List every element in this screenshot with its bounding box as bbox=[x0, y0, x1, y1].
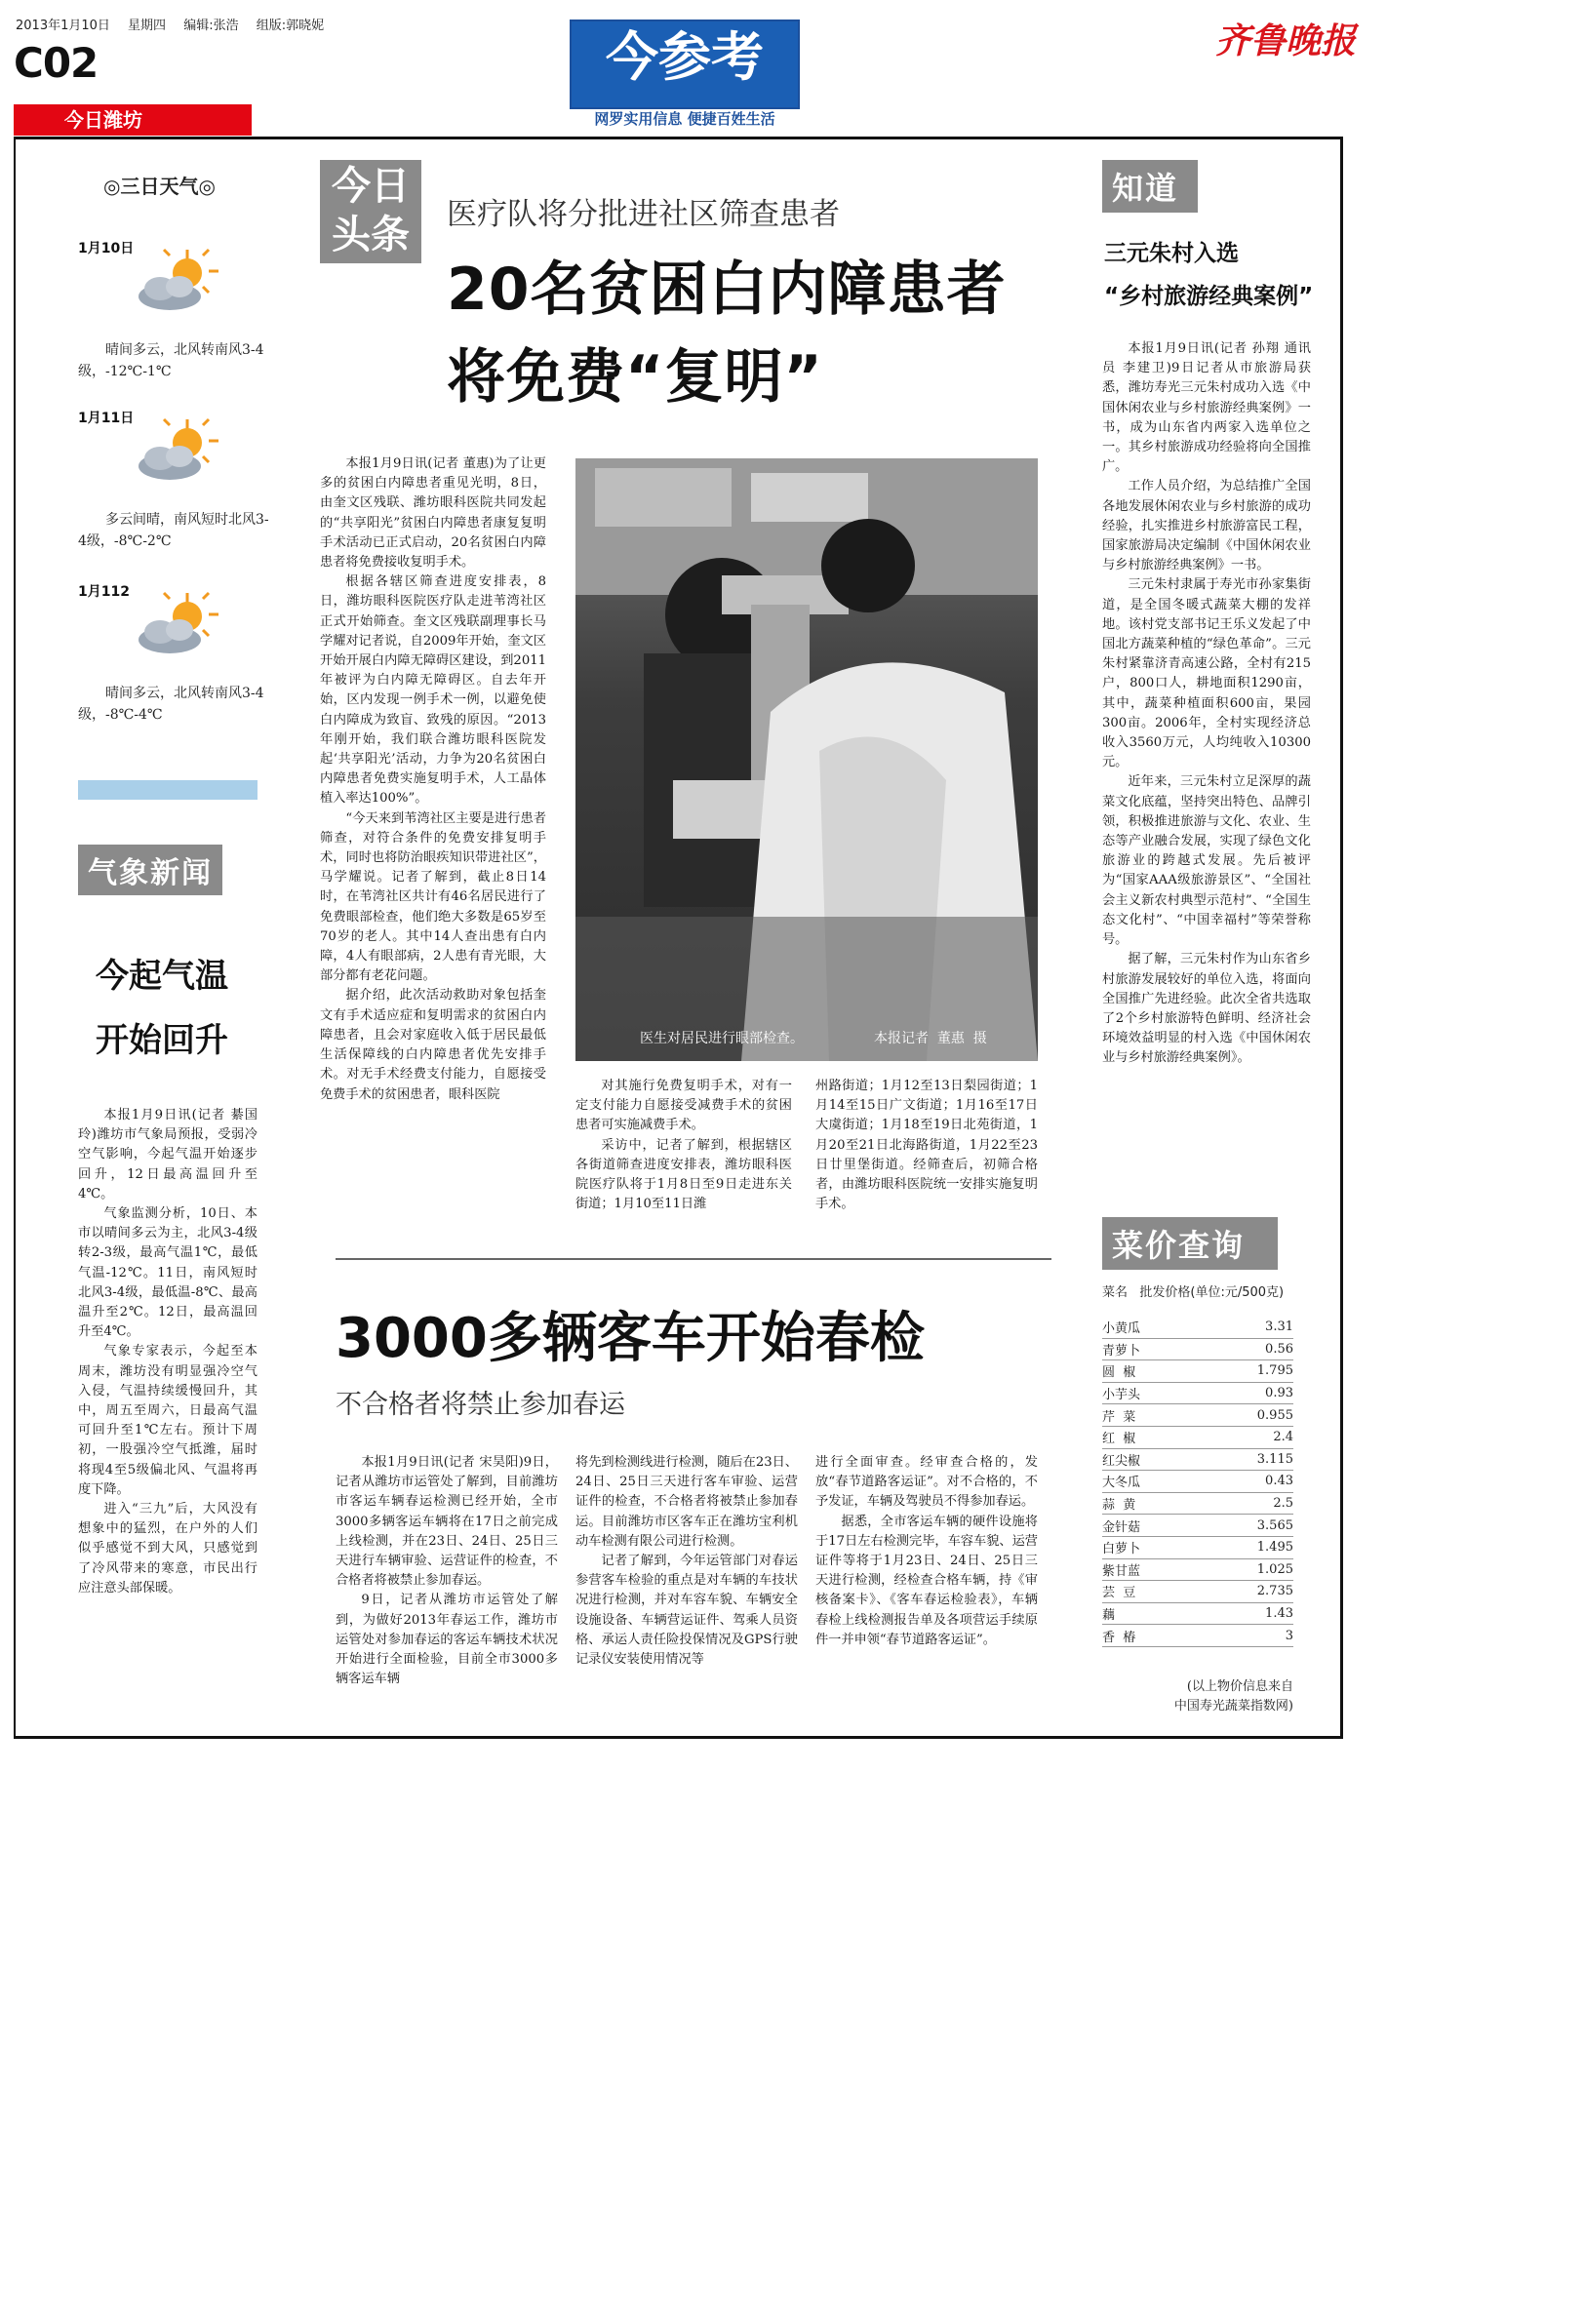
veg-price: 1.495 bbox=[1200, 1536, 1293, 1558]
veg-price-row bbox=[1102, 1581, 1293, 1603]
weather-divider-bar bbox=[78, 780, 258, 800]
veg-name: 大冬瓜 bbox=[1102, 1471, 1200, 1493]
weather-news-label: 气象新闻 bbox=[78, 845, 222, 895]
section-tab bbox=[14, 104, 252, 136]
paper-name-logo: 齐鲁晚报 bbox=[1215, 20, 1357, 61]
veg-price-row bbox=[1102, 1317, 1293, 1338]
veg-price: 0.955 bbox=[1200, 1404, 1293, 1427]
veg-price-row bbox=[1102, 1625, 1293, 1647]
second-paragraph: 将先到检测线进行检测，随后在23日、24日、25日三天进行客车审验、运营证件的检查，不合格者将被禁止参加春运。目前潍坊市区客车正在潍坊宝利机动车检测有限公司进行检测。 bbox=[575, 1455, 798, 1549]
second-paragraph: 据悉，全市客运车辆的硬件设施将于17日左右检测完毕，车容车貌、运营证件等将于1月23日、24日、25日三天进行检测，经检查合格车辆，持《审核备案卡》、《客车春运检验表》，车辆春检上线检测报告单及各项营运手续原件一并申领“春节道路客运证”。 bbox=[815, 1514, 1038, 1647]
column-slogan: 网罗实用信息 便捷百姓生活 bbox=[594, 110, 775, 128]
second-headline: 3000多辆客车开始春检 bbox=[336, 1307, 925, 1370]
lead-headline bbox=[447, 246, 1007, 421]
lead-body-col2 bbox=[575, 1077, 792, 1214]
veg-price-row bbox=[1102, 1404, 1293, 1427]
second-body-col1 bbox=[336, 1453, 558, 1689]
sun-cloud-icon bbox=[131, 415, 220, 492]
lead-headline-line2: 将免费“复明” bbox=[447, 343, 823, 412]
veg-price: 0.43 bbox=[1200, 1471, 1293, 1493]
weather-news-paragraph: 气象专家表示，今起至本周末，潍坊没有明显强冷空气入侵，气温持续缓慢回升，其中，周五至周六，日最高气温可回升至1℃左右。预计下周初，一股强冷空气抵潍，届时将现4至5级偏北风、气温将再度下降。 bbox=[78, 1344, 258, 1497]
veg-price-row bbox=[1102, 1536, 1293, 1558]
weather-title: ◎三日天气◎ bbox=[103, 175, 216, 198]
veg-price-row bbox=[1102, 1492, 1293, 1515]
second-paragraph: 9日，记者从潍坊市运管处了解到，为做好2013年春运工作，潍坊市运管处对参加春运的客运车辆技术状况开始进行全面检验，目前全市3000多辆客运车辆 bbox=[336, 1593, 558, 1687]
lead-paragraph: 本报1月9日讯(记者 董惠)为了让更多的贫困白内障患者重见光明，8日，由奎文区残联、潍坊眼科医院共同发起的“共享阳光”贫困白内障患者康复复明手术活动已正式启动，20名贫困白内障患者将免费接收复明手术。 bbox=[320, 456, 546, 571]
lead-body-col1 bbox=[320, 454, 546, 1105]
veg-name: 红 椒 bbox=[1102, 1426, 1200, 1448]
veg-price: 2.735 bbox=[1200, 1581, 1293, 1603]
eye-exam-photo-illustration bbox=[575, 458, 1038, 1061]
veg-name: 圆 椒 bbox=[1102, 1360, 1200, 1383]
weather-day-desc: 多云间晴，南风短时北风3-4级，-8℃-2℃ bbox=[78, 512, 269, 549]
veg-name: 青萝卜 bbox=[1102, 1338, 1200, 1360]
weather-news-paragraph: 气象监测分析，10日、本市以晴间多云为主，北风3-4级转2-3级，最高气温1℃，最低气温-12℃。11日，南风短时北风3-4级，最低温-8℃、最高温升至2℃。12日，最高温回升至4℃。 bbox=[78, 1206, 258, 1340]
weather-news-paragraph: 进入“三九”后，大风没有想象中的猛烈，在户外的人们似乎感觉不到大风，只感觉到了冷风带来的寒意，市民出行应注意头部保暖。 bbox=[78, 1502, 258, 1595]
veg-price-label: 菜价查询 bbox=[1102, 1217, 1278, 1270]
veg-price-row bbox=[1102, 1382, 1293, 1404]
masthead-info bbox=[16, 18, 337, 34]
right-rule bbox=[1340, 137, 1343, 1739]
veg-price: 3.565 bbox=[1200, 1515, 1293, 1537]
second-paragraph: 进行全面审查。经审查合格的，发放“春节道路客运证”。对不合格的，不予发证，车辆及驾驶员不得参加春运。 bbox=[815, 1455, 1038, 1510]
know-headline-line2: “乡村旅游经典案例” bbox=[1104, 284, 1314, 309]
weather-day bbox=[78, 238, 273, 382]
veg-name: 香 椿 bbox=[1102, 1625, 1200, 1647]
veg-price: 3.31 bbox=[1200, 1317, 1293, 1338]
column-logo-box bbox=[570, 20, 800, 109]
lead-paragraph: 根据各辖区筛查进度安排表，8日，潍坊眼科医院医疗队走进苇湾社区正式开始筛查。奎文区残联副理事长马学耀对记者说，自2009年开始，奎文区开始开展白内障无障碍区建设，到2011年被评为白内障无障碍区。自去年开始，区内发现一例手术一例，以避免使白内障成为致盲、致残的原因。“2013年刚开始，我们联合潍坊眼科医院发起‘共享阳光’活动，力争为20名贫困白内障患者免费实施复明手术，人工晶体植入率达100%”。 bbox=[320, 574, 546, 807]
veg-price-source-line1: (以上物价信息来自 bbox=[1186, 1679, 1293, 1694]
veg-price: 1.43 bbox=[1200, 1602, 1293, 1625]
veg-price-header: 菜名 批发价格(单位:元/500克) bbox=[1102, 1285, 1285, 1300]
veg-price: 2.4 bbox=[1200, 1426, 1293, 1448]
know-paragraph: 近年来，三元朱村立足深厚的蔬菜文化底蕴，坚持突出特色、品牌引领，积极推进旅游与文化、农业、生态等产业融合发展，实现了绿色文化旅游业的跨越式发展。先后被评为“国家AAA级旅游景区”、“全国社会主义新农村典型示范村”、“全国生态文化村”、“中国幸福村”等荣誉称号。 bbox=[1102, 774, 1311, 948]
lead-tag-text: 今日头条 bbox=[332, 164, 410, 257]
veg-price-source bbox=[1102, 1677, 1293, 1716]
weather-day-date: 1月112 bbox=[78, 584, 130, 600]
veg-name: 小芋头 bbox=[1102, 1382, 1200, 1404]
bottom-rule bbox=[14, 1736, 1342, 1739]
know-headline-line1: 三元朱村入选 bbox=[1104, 241, 1239, 266]
top-rule bbox=[14, 137, 1342, 139]
veg-price: 2.5 bbox=[1200, 1492, 1293, 1515]
page-number: C02 bbox=[14, 39, 99, 87]
weather-news-paragraph: 本报1月9日讯(记者 綦国玲)潍坊市气象局预报，受弱冷空气影响，今起气温开始逐步回升，12日最高温回升至4℃。 bbox=[78, 1108, 258, 1201]
sun-cloud-icon bbox=[131, 589, 220, 665]
veg-name: 红尖椒 bbox=[1102, 1448, 1200, 1471]
know-headline bbox=[1104, 232, 1313, 318]
second-paragraph: 本报1月9日讯(记者 宋昊阳)9日，记者从潍坊市运管处了解到，目前潍坊市客运车辆春运检测已经开始，全市3000多辆客运车辆将在17日之前完成上线检测，并在23日、24日、25日三天进行车辆审验、运营证件的检查，不合格者将被禁止参加春运。 bbox=[336, 1455, 558, 1589]
veg-name: 藕 bbox=[1102, 1602, 1200, 1625]
column-logo: 今参考 bbox=[606, 25, 764, 88]
know-paragraph: 本报1月9日讯(记者 孙翔 通讯员 李建卫)9日记者从市旅游局获悉，潍坊寿光三元朱村成功入选《中国休闲农业与乡村旅游经典案例》一书，成为山东省内两家入选单位之一。其乡村旅游成功经验将向全国推广。 bbox=[1102, 341, 1311, 475]
weather-day-date: 1月10日 bbox=[78, 241, 135, 256]
weather-day-desc: 晴间多云，北风转南风3-4级，-12℃-1℃ bbox=[78, 342, 264, 379]
lead-paragraph: 州路街道；1月12至13日梨园街道；1月14至15日广文街道；1月16至17日大虞街道；1月18至19日北苑街道，1月20至21日北海路街道，1月22至23日廿里堡街道。经筛查后，初筛合格者，由潍坊眼科医院统一安排实施复明手术。 bbox=[815, 1079, 1038, 1212]
know-paragraph: 三元朱村隶属于寿光市孙家集街道，是全国冬暖式蔬菜大棚的发祥地。该村党支部书记王乐义发起了中国北方蔬菜种植的“绿色革命”。三元朱村紧靠济青高速公路，全村有215户，800口人，耕地面积1290亩，其中，蔬菜种植面积600亩，果园300亩。2006年，全村实现经济总收入3560万元，人均纯收入10300元。 bbox=[1102, 577, 1311, 770]
second-subhead: 不合格者将禁止参加春运 bbox=[336, 1390, 625, 1420]
veg-price: 0.56 bbox=[1200, 1338, 1293, 1360]
weather-news-headline-line2: 开始回升 bbox=[96, 1021, 228, 1060]
lead-kicker: 医疗队将分批进社区筛查患者 bbox=[447, 197, 840, 232]
story-divider bbox=[336, 1258, 1051, 1260]
weather-day bbox=[78, 408, 273, 552]
veg-name: 小黄瓜 bbox=[1102, 1317, 1200, 1338]
veg-price-row bbox=[1102, 1448, 1293, 1471]
veg-name: 白萝卜 bbox=[1102, 1536, 1200, 1558]
weather-day-desc: 晴间多云，北风转南风3-4级，-8℃-4℃ bbox=[78, 686, 264, 723]
lead-paragraph: 对其施行免费复明手术，对有一定支付能力自愿接受减费手术的贫困患者可实施减费手术。 bbox=[575, 1079, 792, 1133]
lead-paragraph: “今天来到苇湾社区主要是进行患者筛查，对符合条件的免费安排复明手术，同时也将防治眼疾知识带进社区”，马学耀说。记者了解到，截止8日14时，在苇湾社区共计有46名居民进行了免费眼部检查，他们绝大多数是65岁至70岁的老人。其中14人查出患有白内障，4人有眼部病，2人患有青光眼，大部分都有老花问题。 bbox=[320, 810, 546, 984]
know-body bbox=[1102, 339, 1311, 1069]
second-body-col3 bbox=[815, 1453, 1038, 1650]
weather-day bbox=[78, 581, 273, 726]
lead-paragraph: 采访中，记者了解到，根据辖区各街道筛查进度安排表，潍坊眼科医院医疗队将于1月8日至9日走进东关街道；1月10至11日潍 bbox=[575, 1137, 792, 1212]
veg-price-row bbox=[1102, 1515, 1293, 1537]
weather-news-headline bbox=[96, 944, 228, 1073]
section-name: 今日潍坊 bbox=[64, 108, 142, 132]
sun-cloud-icon bbox=[131, 246, 220, 322]
veg-name: 芹 菜 bbox=[1102, 1404, 1200, 1427]
lead-photo bbox=[575, 458, 1038, 1061]
veg-price-row bbox=[1102, 1426, 1293, 1448]
veg-price: 0.93 bbox=[1200, 1382, 1293, 1404]
veg-price: 1.025 bbox=[1200, 1558, 1293, 1581]
know-paragraph: 工作人员介绍，为总结推广全国各地发展休闲农业与乡村旅游的成功经验，扎实推进乡村旅游富民工程，国家旅游局决定编制《中国休闲农业与乡村旅游经典案例》一书。 bbox=[1102, 479, 1311, 573]
issue-date: 2013年1月10日 bbox=[16, 19, 110, 33]
veg-price-row bbox=[1102, 1360, 1293, 1383]
veg-name: 紫甘蓝 bbox=[1102, 1558, 1200, 1581]
second-body-col2 bbox=[575, 1453, 798, 1670]
second-paragraph: 记者了解到，今年运管部门对春运参营客车检验的重点是对车辆的车技状况进行检测，并对车容车貌、车辆安全设施设备、车辆营运证件、驾乘人员资格、承运人责任险投保情况及GPS行驶记录仪安装使用情况等 bbox=[575, 1554, 798, 1668]
know-paragraph: 据了解，三元朱村作为山东省乡村旅游发展较好的单位入选，将面向全国推广先进经验。此次全省共选取了2个乡村旅游特色鲜明、经济社会环境效益明显的村入选《中国休闲农业与乡村旅游经典案例》。 bbox=[1102, 952, 1311, 1066]
editor-credit: 编辑:张浩 bbox=[183, 19, 239, 33]
veg-name: 金针菇 bbox=[1102, 1515, 1200, 1537]
lead-photo-credit: 本报记者 董惠 摄 bbox=[874, 1031, 987, 1046]
lead-tag bbox=[320, 160, 421, 263]
lead-photo-caption: 医生对居民进行眼部检查。 bbox=[640, 1031, 804, 1046]
layout-credit: 组版:郭晓妮 bbox=[256, 19, 325, 33]
veg-price-table bbox=[1102, 1317, 1293, 1647]
weather-day-date: 1月11日 bbox=[78, 411, 135, 426]
veg-price: 1.795 bbox=[1200, 1360, 1293, 1383]
veg-price: 3.115 bbox=[1200, 1448, 1293, 1471]
weather-news-body bbox=[78, 1106, 258, 1598]
veg-price-row bbox=[1102, 1338, 1293, 1360]
lead-headline-line1: 20名贫困白内障患者 bbox=[447, 256, 1007, 324]
veg-name: 芸 豆 bbox=[1102, 1581, 1200, 1603]
left-rule bbox=[14, 137, 16, 1739]
veg-price-row bbox=[1102, 1602, 1293, 1625]
lead-paragraph: 据介绍，此次活动救助对象包括奎文有手术适应症和复明需求的贫困白内障患者，且会对家庭收入低于居民最低生活保障线的白内障患者优先安排手术。对无手术经费支付能力，自愿接受免费手术的贫困患者，眼科医院 bbox=[320, 988, 546, 1102]
veg-price-source-line2: 中国寿光蔬菜指数网) bbox=[1173, 1699, 1293, 1713]
issue-weekday: 星期四 bbox=[128, 19, 167, 33]
veg-name: 蒜 黄 bbox=[1102, 1492, 1200, 1515]
lead-body-col3 bbox=[815, 1077, 1038, 1214]
veg-price-row bbox=[1102, 1558, 1293, 1581]
weather-news-headline-line1: 今起气温 bbox=[96, 957, 228, 996]
veg-price: 3 bbox=[1200, 1625, 1293, 1647]
know-label: 知道 bbox=[1102, 160, 1198, 213]
veg-price-row bbox=[1102, 1471, 1293, 1493]
